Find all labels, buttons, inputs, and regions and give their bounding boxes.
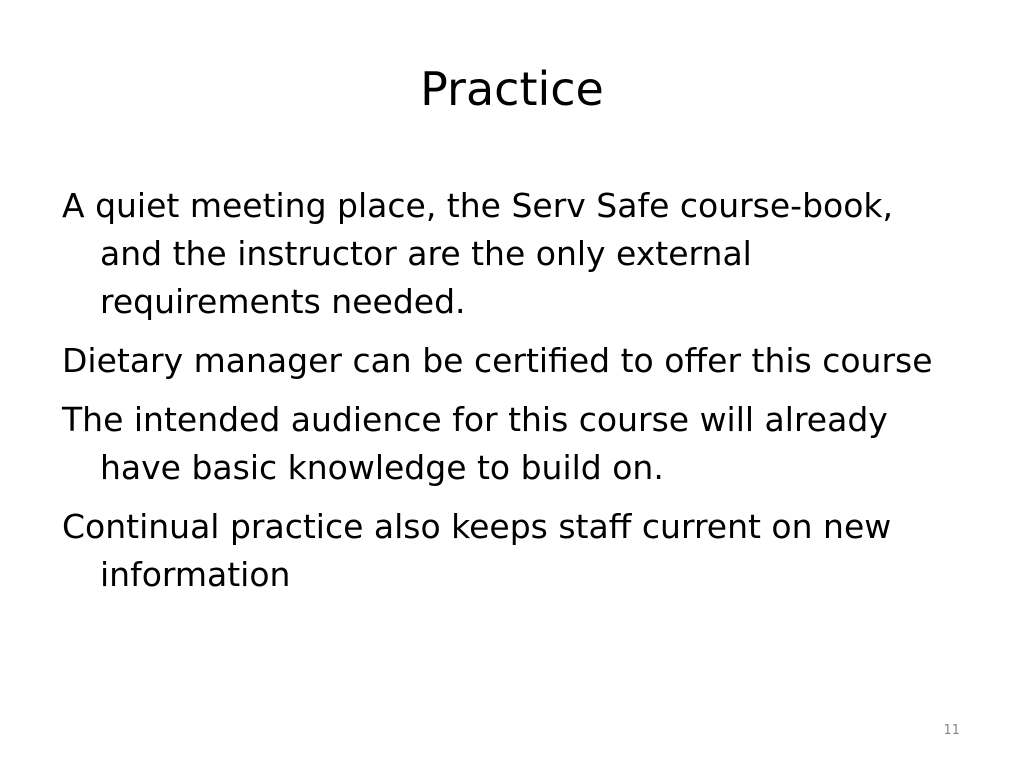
bullet-item: Continual practice also keeps staff current on new information [62,507,892,594]
bullet-item: Dietary manager can be certified to offer this course [62,341,933,380]
bullet-item: A quiet meeting place, the Serv Safe course-book, and the instructor are the only external requirements needed. [62,186,894,321]
bullet-list [62,182,962,610]
bullet-item: The intended audience for this course will already have basic knowledge to build on. [62,400,888,487]
page-number: 11 [943,723,960,738]
slide-title: Practice [420,62,604,116]
